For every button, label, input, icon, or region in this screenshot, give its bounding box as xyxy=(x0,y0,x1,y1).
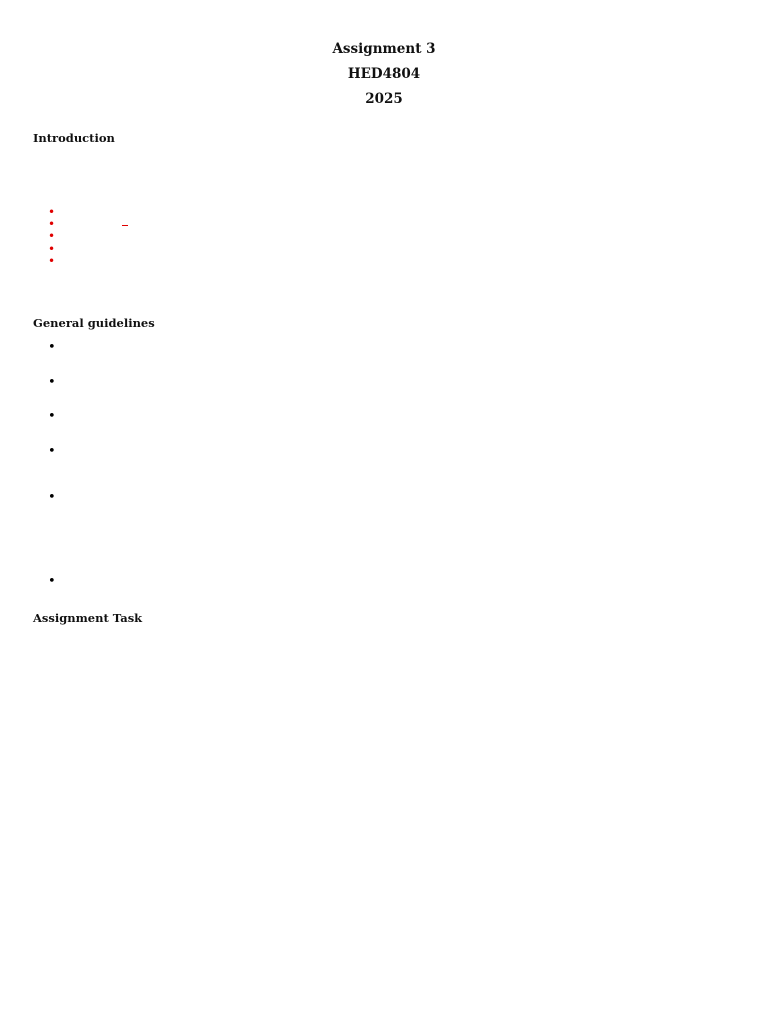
list-item-bullet: • xyxy=(48,490,56,505)
list-item-bullet: • xyxy=(48,242,56,256)
list-item-bullet: • xyxy=(48,444,56,459)
list-item-bullet: • xyxy=(48,574,56,589)
document-year: 2025 xyxy=(365,91,403,107)
list-item-bullet: • xyxy=(48,217,56,231)
list-item-bullet: • xyxy=(48,375,56,390)
list-item-bullet: • xyxy=(48,254,56,268)
list-item-bullet: • xyxy=(48,340,56,355)
section-heading-general-guidelines: General guidelines xyxy=(33,316,155,330)
document-title: Assignment 3 xyxy=(332,41,436,57)
list-item-bullet: • xyxy=(48,205,56,219)
list-item-bullet: • xyxy=(48,229,56,243)
red-dash-mark xyxy=(122,225,128,226)
list-item-bullet: • xyxy=(48,409,56,424)
course-code: HED4804 xyxy=(347,66,421,82)
section-heading-assignment-task: Assignment Task xyxy=(33,611,143,625)
section-heading-introduction: Introduction xyxy=(33,131,115,145)
